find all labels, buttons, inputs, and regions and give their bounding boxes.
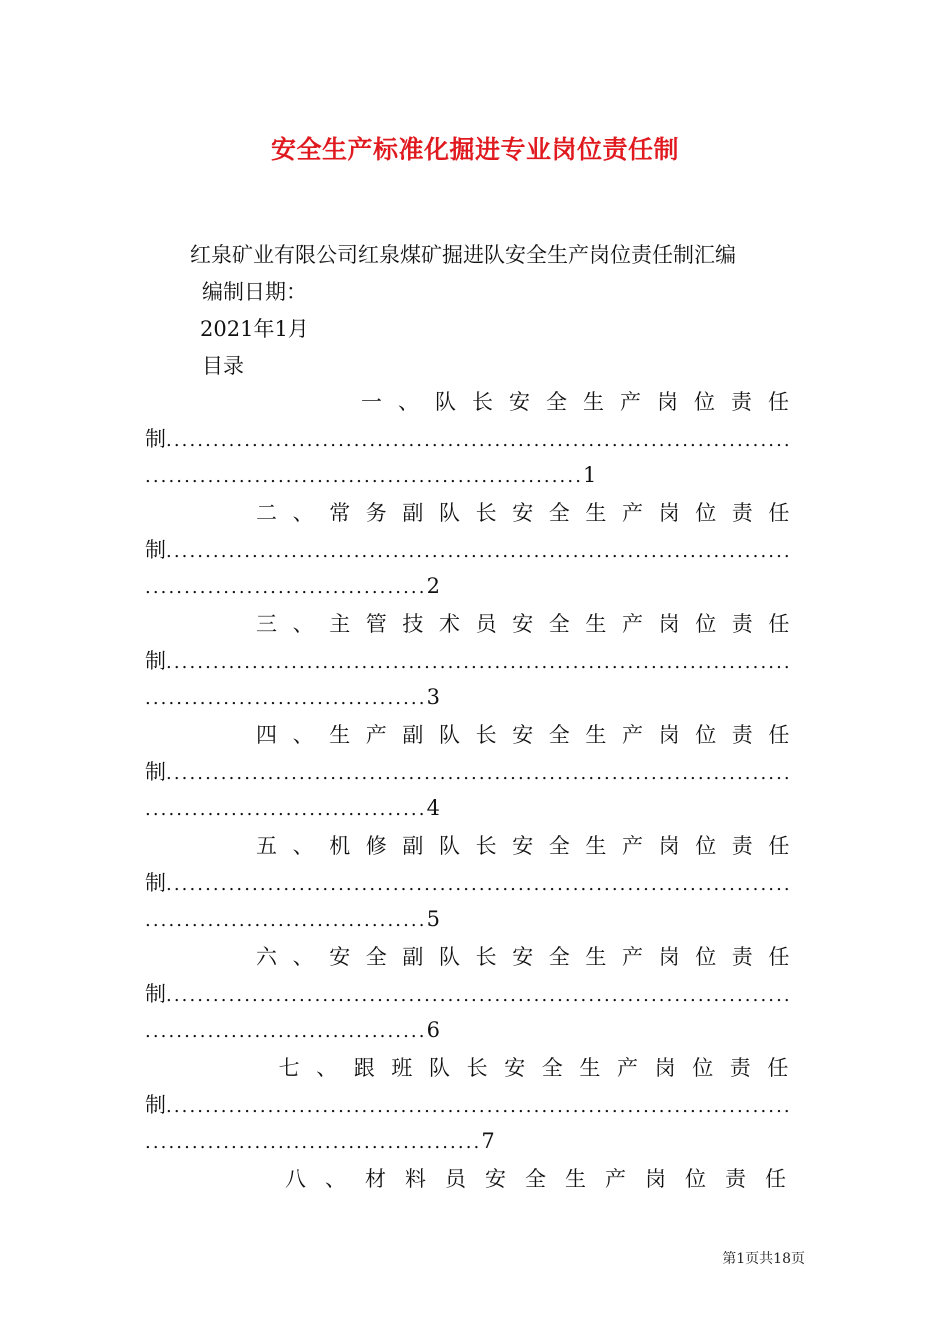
toc-leader-dots: ................................................................................ xyxy=(166,985,792,1006)
toc-entry-word: 制 xyxy=(145,649,166,673)
toc-entry-leader-line xyxy=(145,869,805,899)
toc-entry-word: 制 xyxy=(145,982,166,1006)
toc-leader-dots: .................................... xyxy=(145,799,427,820)
toc-entry-heading: 二、常务副队长安全生产岗位责任 xyxy=(256,501,805,525)
toc-entry-leader-line xyxy=(145,758,805,788)
toc-entry-page-number: 2 xyxy=(426,574,440,598)
toc-entry-page-line xyxy=(145,683,440,713)
toc-entry-page-number: 1 xyxy=(583,463,597,487)
toc-entry-page-number: 6 xyxy=(426,1018,440,1042)
date-label: 编制日期： xyxy=(202,280,307,304)
toc-entry-page-line xyxy=(145,794,440,824)
toc-entry-heading: 五、机修副队长安全生产岗位责任 xyxy=(256,834,805,858)
toc-leader-dots: ................................................................................ xyxy=(166,541,792,562)
toc-entry-leader-line xyxy=(145,536,805,566)
toc-entry-heading: 四、生产副队长安全生产岗位责任 xyxy=(256,723,805,747)
toc-leader-dots: ................................................................................ xyxy=(166,763,792,784)
document-title: 安全生产标准化掘进专业岗位责任制 xyxy=(270,135,679,164)
toc-entry-word: 制 xyxy=(145,538,166,562)
toc-leader-dots: .................................... xyxy=(145,688,427,709)
toc-entry-leader-line xyxy=(145,647,805,677)
toc-entry-heading: 八、材料员安全生产岗位责任 xyxy=(285,1167,805,1191)
toc-entry-heading: 一、队长安全生产岗位责任 xyxy=(361,390,805,414)
date-value: 2021年1月 xyxy=(200,317,309,341)
toc-entry-heading: 六、安全副队长安全生产岗位责任 xyxy=(256,945,805,969)
toc-entry-word: 制 xyxy=(145,1093,166,1117)
page-footer: 第1页共18页 xyxy=(722,1251,805,1267)
document-subtitle: 红泉矿业有限公司红泉煤矿掘进队安全生产岗位责任制汇编 xyxy=(190,243,736,267)
toc-entry-heading: 三、主管技术员安全生产岗位责任 xyxy=(256,612,805,636)
toc-leader-dots: ................................................................................ xyxy=(166,1096,792,1117)
toc-leader-dots: .................................... xyxy=(145,1021,427,1042)
toc-entry-leader-line xyxy=(145,1091,805,1121)
toc-leader-dots: ........................................................ xyxy=(145,466,584,487)
toc-entry-word: 制 xyxy=(145,427,166,451)
toc-entry-page-line xyxy=(145,1016,440,1046)
toc-leader-dots: .................................... xyxy=(145,577,427,598)
toc-entry-word: 制 xyxy=(145,760,166,784)
toc-leader-dots: ................................................................................ xyxy=(166,652,792,673)
toc-leader-dots: ................................................................................ xyxy=(166,874,792,895)
toc-entry-page-line xyxy=(145,1127,495,1157)
toc-entry-leader-line xyxy=(145,980,805,1010)
toc-entry-page-number: 3 xyxy=(426,685,440,709)
toc-label: 目录 xyxy=(202,354,244,378)
toc-entry-leader-line xyxy=(145,425,805,455)
toc-entry-page-line xyxy=(145,572,440,602)
toc-entry-page-line xyxy=(145,905,440,935)
toc-leader-dots: ................................................................................ xyxy=(166,430,792,451)
toc-entry-page-number: 5 xyxy=(426,907,440,931)
toc-entry-heading: 七、跟班队长安全生产岗位责任 xyxy=(278,1056,805,1080)
toc-entry-page-line xyxy=(145,461,596,491)
toc-leader-dots: ........................................... xyxy=(145,1132,482,1153)
toc-entry-page-number: 4 xyxy=(426,796,440,820)
toc-entry-word: 制 xyxy=(145,871,166,895)
toc-leader-dots: .................................... xyxy=(145,910,427,931)
toc-entry-page-number: 7 xyxy=(481,1129,495,1153)
